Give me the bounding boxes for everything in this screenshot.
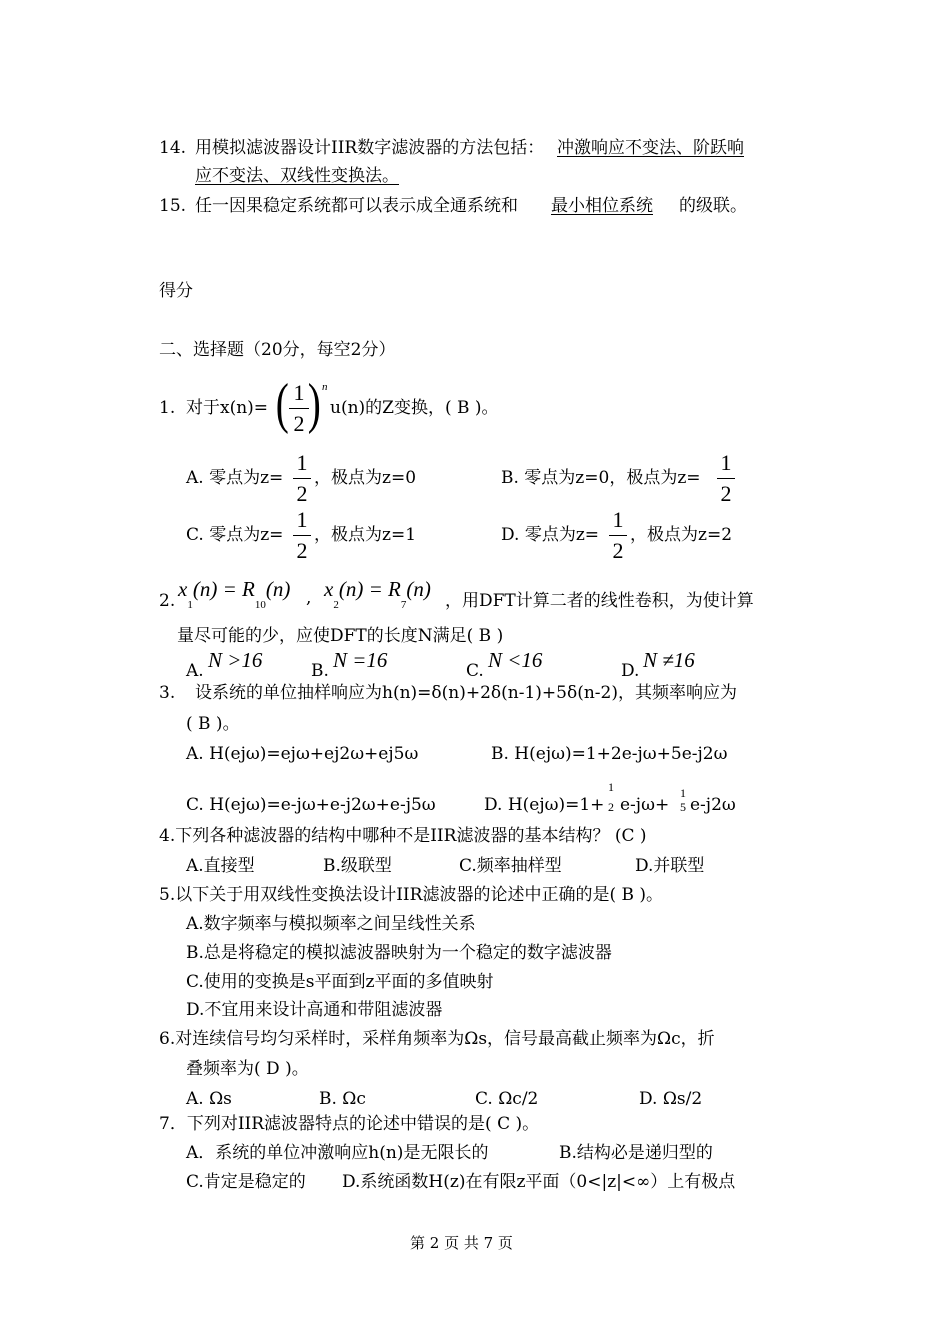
q2-option-c-label: C. xyxy=(466,661,484,681)
q4-option-b: B.级联型 xyxy=(323,856,392,876)
q3-option-d-num2: 1 xyxy=(680,786,686,800)
q1-paren-left: ( xyxy=(275,373,289,435)
q15-text-b: 的级联。 xyxy=(679,196,747,216)
q1-option-d-post: ，极点为z=2 xyxy=(630,525,733,545)
q2-x1: $x_1(n) = R_{10}(n)$ xyxy=(178,577,291,611)
q2-x2-subscript: 2 xyxy=(333,599,339,611)
q1-number: 1. xyxy=(159,398,176,418)
q1-option-c: C. 零点为z= xyxy=(186,525,284,545)
q6-text-line1: 6.对连续信号均匀采样时，采样角频率为Ωs，信号最高截止频率为Ωc，折 xyxy=(159,1029,715,1049)
q6-option-c: C. Ωc/2 xyxy=(475,1089,539,1109)
q15-number: 15. xyxy=(159,196,187,216)
q4-option-c: C.频率抽样型 xyxy=(459,856,562,876)
q2-text-line2: 量尽可能的少，应使DFT的长度N满足( B ) xyxy=(177,626,504,646)
q14-answer-line1: 冲激响应不变法、阶跃响 xyxy=(557,138,744,158)
q3-option-c: C. H(ejω)=e-jω+e-j2ω+e-j5ω xyxy=(186,795,436,815)
q1-option-a-post: ，极点为z=0 xyxy=(314,468,417,488)
q2-option-c: N <16 xyxy=(488,648,543,672)
q3-option-d-den1: 2 xyxy=(608,800,614,814)
page-footer: 第 2 页 共 7 页 xyxy=(410,1234,513,1252)
q7-option-a: A．系统的单位冲激响应h(n)是无限长的 xyxy=(186,1143,489,1163)
q3-number: 3. xyxy=(159,683,176,703)
q15-text-a: 任一因果稳定系统都可以表示成全通系统和 xyxy=(195,196,518,216)
q1-superscript: n xyxy=(322,381,328,393)
q2-comma: , xyxy=(306,588,312,608)
q7-option-c: C.肯定是稳定的 xyxy=(186,1172,306,1192)
q2-r2-subscript: 7 xyxy=(400,599,407,611)
q1-option-b-fraction: 1 2 xyxy=(717,452,735,505)
q1-post: u(n)的Z变换，( B )。 xyxy=(330,398,499,418)
q4-text: 4.下列各种滤波器的结构中哪种不是IIR滤波器的基本结构？ (C ) xyxy=(159,826,647,846)
q3-option-d-num1: 1 xyxy=(608,780,614,794)
q1-option-d: D. 零点为z= xyxy=(501,525,600,545)
q5-option-b: B.总是将稳定的模拟滤波器映射为一个稳定的数字滤波器 xyxy=(186,943,612,963)
q1-option-c-fraction: 1 2 xyxy=(293,509,311,562)
score-label: 得分 xyxy=(159,281,193,301)
q2-x2: $x_2(n) = R_7(n)$ xyxy=(324,577,431,611)
q5-text: 5.以下关于用双线性变换法设计IIR滤波器的论述中正确的是( B )。 xyxy=(159,885,664,905)
q3-option-d-post: e-j2ω xyxy=(690,795,736,815)
q14-number: 14. xyxy=(159,138,187,158)
q1-pre: 对于x(n)= xyxy=(186,398,269,418)
q2-r1-subscript: 10 xyxy=(254,599,266,611)
q2-text-line1: ，用DFT计算二者的线性卷积，为使计算 xyxy=(445,591,754,611)
q3-option-d-den2: 5 xyxy=(680,800,686,814)
q3-option-d: D. H(ejω)=1+ xyxy=(484,795,605,815)
q4-option-d: D.并联型 xyxy=(635,856,705,876)
q2-option-a: N >16 xyxy=(208,648,263,672)
q2-number: 2. xyxy=(159,591,176,611)
q6-text-line2: 叠频率为( D )。 xyxy=(186,1059,309,1079)
q1-option-b: B. 零点为z=0，极点为z= xyxy=(501,468,701,488)
q6-option-b: B. Ωc xyxy=(319,1089,366,1109)
q5-option-d: D.不宜用来设计高通和带阻滤波器 xyxy=(186,1000,443,1020)
q14-text: 用模拟滤波器设计IIR数字滤波器的方法包括： xyxy=(195,138,545,158)
q15-answer: 最小相位系统 xyxy=(551,196,653,216)
q1-option-c-post: ，极点为z=1 xyxy=(314,525,417,545)
q7-text: 7．下列对IIR滤波器特点的论述中错误的是( C )。 xyxy=(159,1114,540,1134)
q5-option-c: C.使用的变换是s平面到z平面的多值映射 xyxy=(186,972,494,992)
q1-fraction: 1 2 xyxy=(289,382,309,435)
q3-option-d-mid: e-jω+ xyxy=(620,795,670,815)
q2-option-d: N ≠16 xyxy=(643,648,695,672)
q1-paren-right: ) xyxy=(307,373,321,435)
q6-option-a: A. Ωs xyxy=(186,1089,232,1109)
q6-option-d: D. Ωs/2 xyxy=(639,1089,703,1109)
q3-text-line2: ( B )。 xyxy=(186,714,240,734)
q5-option-a: A.数字频率与模拟频率之间呈线性关系 xyxy=(186,914,476,934)
q14-answer-line2: 应不变法、双线性变换法。 xyxy=(195,166,399,186)
q4-option-a: A.直接型 xyxy=(186,856,255,876)
q3-text-line1: 设系统的单位抽样响应为h(n)=δ(n)+2δ(n-1)+5δ(n-2)，其频率响应为 xyxy=(195,683,737,703)
q7-option-b: B.结构必是递归型的 xyxy=(559,1143,713,1163)
q1-option-a: A. 零点为z= xyxy=(186,468,284,488)
q2-x1-subscript: 1 xyxy=(187,599,193,611)
q2-option-b-label: B. xyxy=(311,661,329,681)
q7-option-d: D.系统函数H(z)在有限z平面（0<|z|<∞）上有极点 xyxy=(342,1172,736,1192)
q2-option-b: N =16 xyxy=(333,648,388,672)
q3-option-b: B. H(ejω)=1+2e-jω+5e-j2ω xyxy=(491,744,728,764)
q1-option-a-fraction: 1 2 xyxy=(293,452,311,505)
q2-option-a-label: A. xyxy=(186,661,204,681)
q1-option-d-fraction: 1 2 xyxy=(609,509,627,562)
q3-option-a: A. H(ejω)=ejω+ej2ω+ej5ω xyxy=(186,744,419,764)
q2-option-d-label: D. xyxy=(621,661,640,681)
section-title: 二、选择题（20分，每空2分） xyxy=(159,340,396,360)
